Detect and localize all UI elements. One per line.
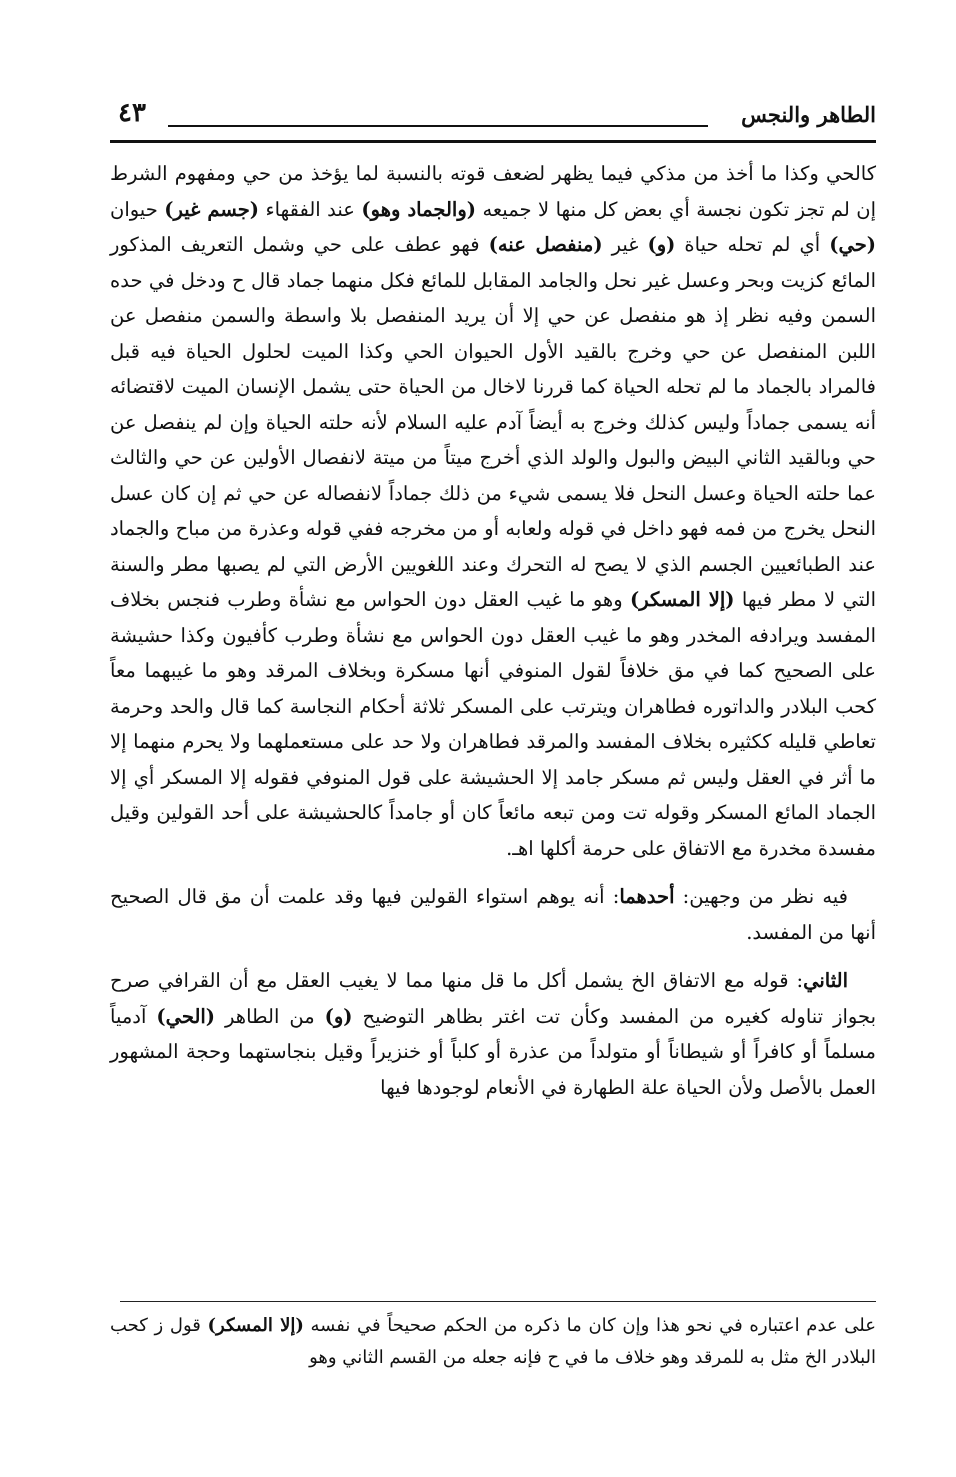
header-title: الطاهر والنجس [741, 102, 876, 127]
footnote-paragraph: على عدم اعتباره في نحو هذا وإن كان ما ذكره من الحكم صحيحاً في نفسه (إلا المسكر) قول ز كحب البلادر الخ مثل به للمرقد وهو خلاف ما في ح فإنه جعله من القسم الثاني وهو [110, 1315, 877, 1368]
page-number: ٤٣ [118, 98, 146, 128]
paragraph-2: فيه نظر من وجهين: أحدهما: أنه يوهم استواء القولين فيها وقد علمت أن مق قال الصحيح أنها من المفسد. [110, 885, 876, 944]
running-header [110, 92, 876, 144]
footnote-rule [120, 1301, 876, 1302]
main-text [110, 156, 876, 1105]
paragraph-1: كالحي وكذا ما أخذ من مذكي فيما يظهر لضعف قوته بالنسبة لما يؤخذ من حي ومفهوم الشرط إن لم تجز تكون نجسة أي بعض كل منها لا جميعه (والجماد وهو) عند الفقهاء (جسم غير) حيوان (حي) أي لم تحله حياة (و) غير (منفصل عنه) فهو عطف على حي وشمل التعريف المذكور المائع كزيت وبحر وعسل غير نحل والجامد المقابل للمائع فكل منهما جماد قال ح ودخل في حده السمن وفيه نظر إذ هو منفصل عن حي إلا أن يريد المنفصل بلا واسطة والسمن منفصل عن اللبن المنفصل عن حي وخرج بالقيد الأول الحيوان الحي وكذا الميت لحلول الحياة فيه قبل فالمراد بالجماد ما لم تحله الحياة كما قررنا لاخال من الحياة حتى يشمل الإنسان الميت لاقتضائه أنه يسمى جماداً وليس كذلك وخرج به أيضاً آدم عليه السلام لأنه حلته الحياة وإن لم ينفصل عن حي وبالقيد الثاني البيض والبول والولد الذي أخرج ميتاً من ميتة لانفصال الأولين عن حي والثالث عما حلته الحياة وعسل النحل فلا يسمى شيء من ذلك جماداً لانفصاله عن حي ثم إن كان عسل النحل يخرج من فمه فهو داخل في قوله ولعابه أو من مخرجه ففي قوله وعذرة من مباح والجماد عند الطبائعيين الجسم الذي لا يصح له التحرك وعند اللغويين الأرض التي لم يصبها مطر والسنة التي لا مطر فيها (إلا المسكر) وهو ما غيب العقل دون الحواس مع نشأة وطرب فنجس بخلاف المفسد ويرادفه المخدر وهو ما غيب العقل دون الحواس مع نشأة وطرب كأفيون وكذا حشيشة على الصحيح كما في مق خلافاً لقول المنوفي أنها مسكرة وبخلاف المرقد وهو ما غيبهما معاً كحب البلادر والداتوره فطاهران ويترتب على المسكر ثلاثة أحكام النجاسة كما قال والحد وحرمة تعاطي قليله ككثيره بخلاف المفسد والمرقد فطاهران ولا حد على مستعملهما ولا يحرم منهما إلا ما أثر في العقل وليس ثم مسكر جامد إلا الحشيشة على قول المنوفي فقوله إلا المسكر أي إلا الجماد المائع المسكر وقوله تت ومن تبعه مائعاً كان أو جامداً كالحشيشة على أحد القولين وقيل مفسدة مخدرة مع الاتفاق على حرمة أكلها اهـ. [110, 162, 877, 860]
footnote-text [110, 1310, 876, 1374]
header-dash-line [168, 125, 708, 127]
paragraph-3: الثاني: قوله مع الاتفاق الخ يشمل أكل ما قل منها مما لا يغيب العقل مع أن القرافي صرح بجواز تناوله كغيره من المفسد وكأن تت اغتر بظاهر التوضيح (و) من الطاهر (الحي) آدمياً مسلماً أو كافراً أو شيطاناً أو متولداً من عذرة أو كلباً أو خنزيراً وقيل بنجاستهما وحجة المشهور العمل بالأصل ولأن الحياة علة الطهارة في الأنعام لوجودها فيها [110, 969, 876, 1099]
header-rule [110, 140, 876, 143]
book-page [110, 92, 876, 1432]
